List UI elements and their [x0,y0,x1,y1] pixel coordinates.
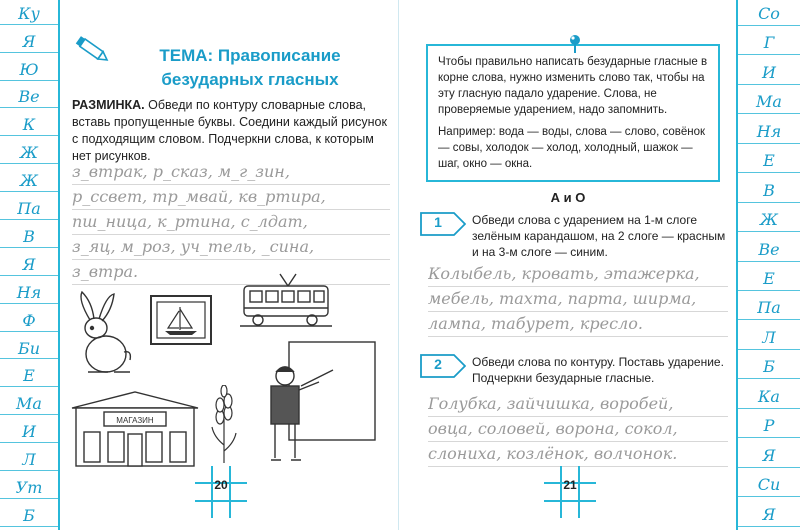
task-1-number: 1 [434,214,442,230]
tracing-line: слониха, козлёнок, волчонок. [428,442,728,467]
left-alphabet-strip [0,0,60,530]
strip-letter: В [23,226,35,246]
tracing-words [72,160,390,285]
hare-picture [68,290,140,380]
strip-letter: Си [757,475,781,495]
example-text [438,124,708,172]
shop-sign: МАГАЗИН [116,416,154,425]
painting-picture [150,295,212,345]
strip-letter: Л [762,327,776,347]
strip-letter: Я [762,504,776,524]
strip-rule [738,84,800,85]
strip-rule [738,54,800,55]
strip-rule [738,202,800,203]
strip-rule [738,231,800,232]
warmup-label: РАЗМИНКА. [72,98,145,112]
strip-rule [738,143,800,144]
strip-letter: Па [757,298,781,318]
tram-picture [240,272,332,330]
task-2-words [428,392,728,467]
strip-letter: Ут [15,478,43,497]
strip-letter: Ве [758,239,780,259]
left-page [60,0,399,530]
tracing-line: лампа, табурет, кресло. [428,312,728,337]
tracing-line: овца, соловей, ворона, сокол, [428,417,728,442]
strip-rule [738,290,800,291]
pencil-icon [72,30,112,70]
strip-letter: И [22,422,36,442]
strip-letter: Ма [756,92,782,112]
tracing-line: з_втрак, р_сказ, м_г_зин, [72,160,390,185]
strip-letter: Би [17,338,41,358]
strip-letter: Ня [756,121,782,141]
strip-letter: Б [763,357,775,377]
topic-title [120,44,380,92]
strip-rule [738,526,800,527]
title-line-2: безударных гласных [161,70,339,89]
tracing-line: Колыбель, кровать, этажерка, [428,262,728,287]
tracing-line: з_яц, м_роз, уч_тель, _сина, [72,235,390,260]
strip-letter: Ж [20,143,38,163]
strip-letter: Я [762,445,776,465]
shop-picture [70,390,200,468]
strip-rule [738,408,800,409]
strip-rule [738,113,800,114]
strip-letter: Ма [16,394,42,414]
strip-letter: Ж [20,171,38,191]
task-2-number: 2 [434,356,442,372]
page-number: 21 [563,478,577,492]
strip-letter: Б [23,505,35,525]
strip-letter: Ка [758,386,780,406]
strip-letter: Г [763,33,775,53]
strip-rule [738,437,800,438]
task-1-text: Обведи слова с ударением на 1-м слоге зелёным карандашом, на 2 слоге — красным и на 3-м слоге — синим. [472,213,726,259]
strip-letter: Ку [18,3,40,23]
strip-letter: К [22,115,36,135]
strip-rule [738,261,800,262]
strip-letter: Ня [16,282,42,302]
strip-rule [738,25,800,26]
title-line-1: ТЕМА: Правописание [159,46,341,65]
pushpin-icon [567,34,583,54]
strip-letter: Со [758,3,780,23]
strip-letter: Е [763,268,775,288]
right-alphabet-strip [736,0,800,530]
strip-letter: Ве [18,87,40,107]
strip-letter: И [762,62,776,82]
strip-letter: В [763,180,775,200]
strip-letter: Я [22,31,36,51]
strip-rule [738,319,800,320]
tracing-line: мебель, тахта, парта, ширма, [428,287,728,312]
strip-letter: Па [17,199,41,219]
strip-rule [738,172,800,173]
example-label: Например: [438,126,499,138]
strip-rule [738,349,800,350]
rule-text: Чтобы правильно написать безударные гласные в корне слова, нужно изменить слово так, чтобы на эту гласную падало ударение. Слова, не проверяемые ударением, надо запомнить. [438,56,708,116]
rule-box [426,44,720,182]
tracing-line: пш_ница, к_ртина, с_лдат, [72,210,390,235]
wheat-picture [210,385,238,465]
section-heading: А и О [550,190,586,205]
page-corner-grid [195,466,247,518]
strip-letter: Е [763,151,775,171]
right-page [400,0,736,530]
strip-letter: Л [22,450,36,470]
strip-rule [738,467,800,468]
tracing-line: з_втра. [72,260,390,285]
task-1-words [428,262,728,337]
page-number: 20 [214,478,228,492]
page-corner-grid [544,466,596,518]
task-2-text: Обведи слова по контуру. Поставь ударение. Подчеркни безударные гласные. [472,355,724,385]
strip-letter: Я [22,254,36,274]
strip-rule [738,496,800,497]
strip-letter: Ю [19,59,39,79]
warmup-text: Обведи по контуру словарные слова, вставь пропущенные буквы. Соедини каждый рисунок с подходящим словом. Подчеркни слова, к которым нет рисунков. [72,98,387,163]
tracing-line: р_ссвет, тр_мвай, кв_ртира, [72,185,390,210]
strip-letter: Е [23,366,35,386]
tracing-line: Голубка, зайчишка, воробей, [428,392,728,417]
strip-rule [738,378,800,379]
strip-letter: Ф [22,310,36,330]
strip-letter: Ж [760,210,778,230]
warmup-instructions [72,97,390,165]
teacher-picture [245,340,385,465]
example-body: вода — воды, слова — слово, совёнок — совы, холодок — холод, холодный, шажок — шаг, окно — окна. [438,126,706,170]
strip-letter: Р [763,416,775,436]
